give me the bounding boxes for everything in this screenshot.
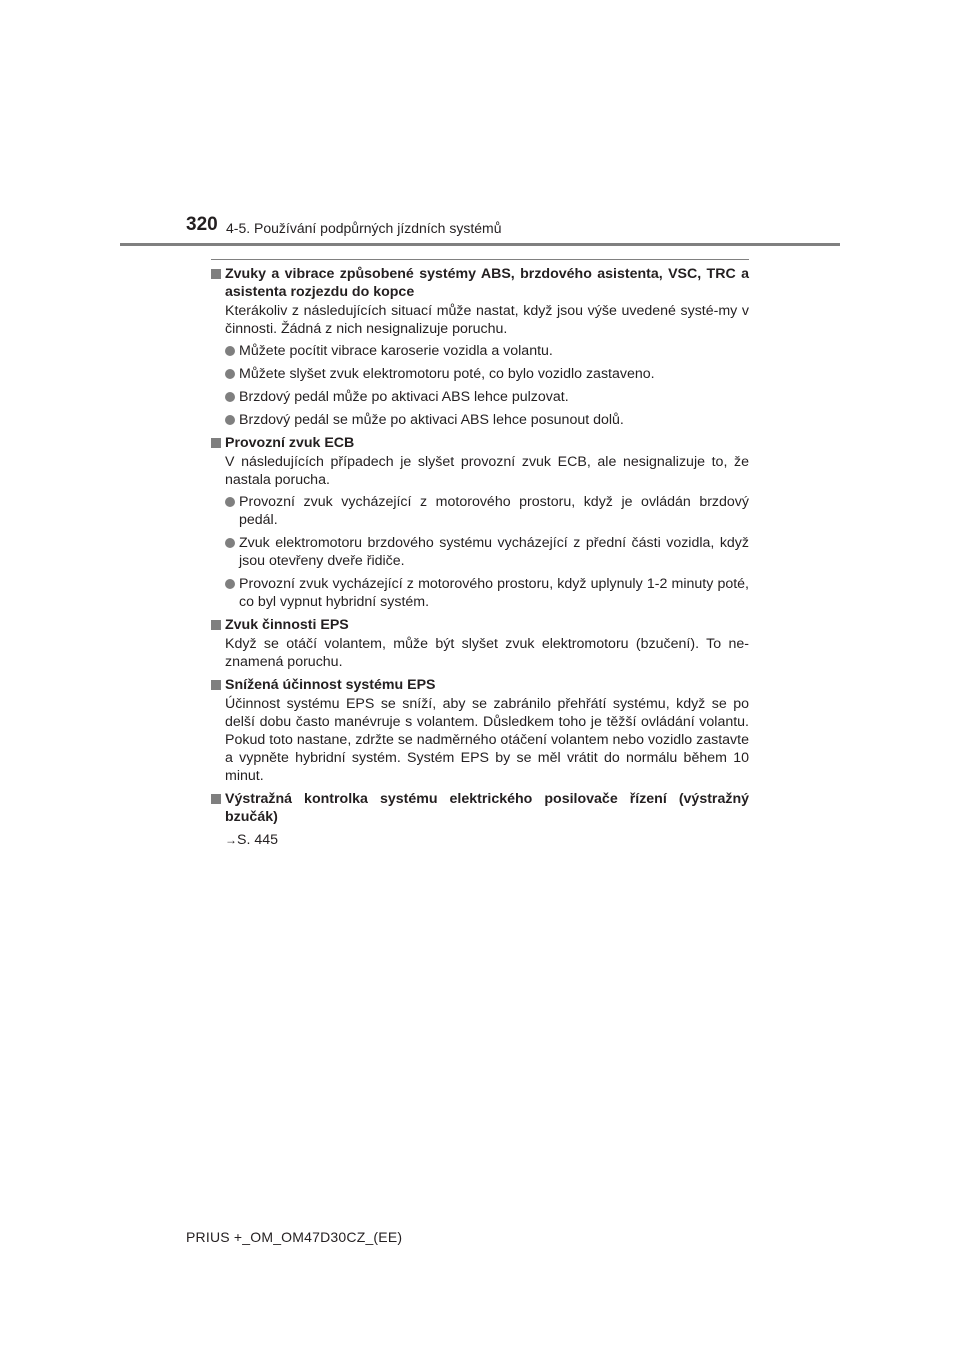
- section-heading: [211, 676, 749, 694]
- circle-bullet-icon: [225, 346, 235, 356]
- section-heading-text: Snížená účinnost systému EPS: [225, 677, 436, 693]
- list-item-text: Provozní zvuk vycházející z motorového prostoru, když uplynuly 1-2 minuty poté, co byl vypnut hybridní systém.: [239, 576, 749, 610]
- square-bullet-icon: [211, 438, 221, 448]
- circle-bullet-icon: [225, 415, 235, 425]
- section-heading: [211, 265, 749, 301]
- section-eps-sound: [211, 616, 749, 671]
- arrow-right-icon: →: [225, 833, 237, 847]
- square-bullet-icon: [211, 620, 221, 630]
- circle-bullet-icon: [225, 579, 235, 589]
- footer-document-id: PRIUS +_OM_OM47D30CZ_(EE): [186, 1229, 403, 1245]
- section-abs-sounds: [211, 265, 749, 429]
- list-item: [211, 534, 749, 570]
- section-eps-warning: [211, 790, 749, 849]
- page-reference-link[interactable]: [211, 831, 749, 849]
- square-bullet-icon: [211, 794, 221, 804]
- circle-bullet-icon: [225, 369, 235, 379]
- page-reference-text: S. 445: [237, 832, 279, 848]
- page-number: 320: [186, 214, 218, 235]
- circle-bullet-icon: [225, 538, 235, 548]
- chapter-title: 4-5. Používání podpůrných jízdních systémů: [226, 220, 502, 236]
- circle-bullet-icon: [225, 392, 235, 402]
- list-item: [211, 411, 749, 429]
- bullet-list: [211, 342, 749, 429]
- header-rule: [120, 243, 840, 246]
- section-heading-text: Výstražná kontrolka systému elektrického posilovače řízení (výstražný bzučák): [225, 791, 749, 825]
- list-item: [211, 493, 749, 529]
- list-item-text: Zvuk elektromotoru brzdového systému vycházející z přední části vozidla, když jsou otevřeny dveře řidiče.: [239, 535, 749, 569]
- section-ecb-sound: [211, 434, 749, 611]
- section-body: Účinnost systému EPS se sníží, aby se zabránilo přehřátí systému, když se po delší dobu často manévruje s volantem. Důsledkem toho je těžší ovládání volantu. Pokud toto nastane, zdržte se nadměrného otáčení volantem nebo vozidlo zastavte a vypněte hybridní systém. Systém EPS by se měl vrátit do normálu během 10 minut.: [225, 696, 749, 784]
- list-item: [211, 365, 749, 383]
- list-item: [211, 575, 749, 611]
- list-item: [211, 388, 749, 406]
- header-rule-thin: [211, 259, 749, 260]
- list-item-text: Provozní zvuk vycházející z motorového prostoru, když je ovládán brzdový pedál.: [239, 494, 749, 528]
- list-item-text: Brzdový pedál se může po aktivaci ABS lehce posunout dolů.: [239, 412, 624, 428]
- section-eps-reduced: [211, 676, 749, 785]
- page-content: [211, 265, 749, 854]
- list-item-text: Brzdový pedál může po aktivaci ABS lehce pulzovat.: [239, 389, 569, 405]
- square-bullet-icon: [211, 680, 221, 690]
- list-item-text: Můžete pocítit vibrace karoserie vozidla a volantu.: [239, 343, 553, 359]
- list-item: [211, 342, 749, 360]
- circle-bullet-icon: [225, 497, 235, 507]
- list-item-text: Můžete slyšet zvuk elektromotoru poté, co bylo vozidlo zastaveno.: [239, 366, 655, 382]
- section-body: V následujících případech je slyšet provozní zvuk ECB, ale nesignalizuje to, že nastala porucha.: [225, 454, 749, 488]
- section-body: Když se otáčí volantem, může být slyšet zvuk elektromotoru (bzučení). To ne-znamená poruchu.: [225, 636, 749, 670]
- section-heading: [211, 790, 749, 826]
- section-heading: [211, 616, 749, 634]
- section-heading: [211, 434, 749, 452]
- section-body: Kterákoliv z následujících situací může nastat, když jsou výše uvedené systé-my v činnosti. Žádná z nich nesignalizuje poruchu.: [225, 303, 749, 337]
- section-heading-text: Zvuky a vibrace způsobené systémy ABS, brzdového asistenta, VSC, TRC a asistenta rozjezdu do kopce: [225, 266, 749, 300]
- section-heading-text: Zvuk činnosti EPS: [225, 617, 349, 633]
- square-bullet-icon: [211, 269, 221, 279]
- section-heading-text: Provozní zvuk ECB: [225, 435, 355, 451]
- bullet-list: [211, 493, 749, 611]
